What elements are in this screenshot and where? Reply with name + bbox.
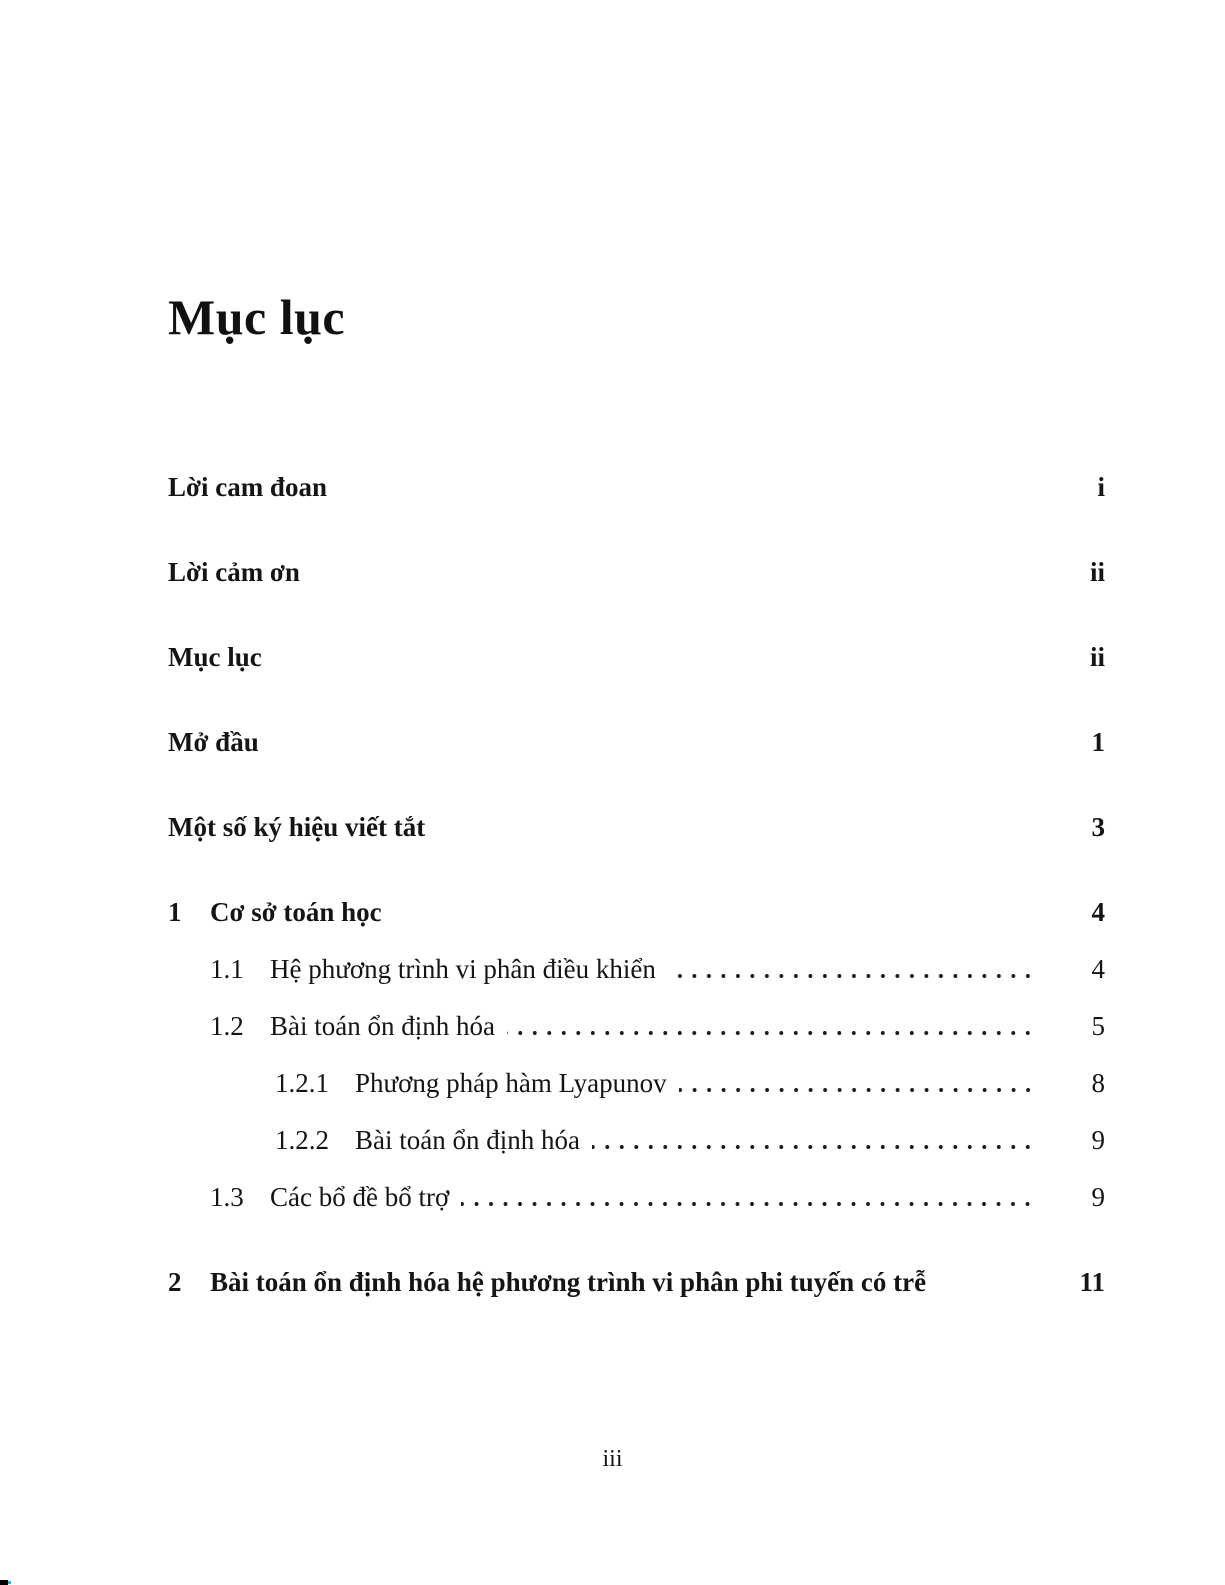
toc-entry — [210, 1182, 1105, 1212]
toc-entry — [168, 557, 1105, 587]
toc-entry — [275, 1068, 1105, 1098]
toc-entry-label: Các bổ đề bổ trợ — [270, 1182, 450, 1212]
toc-entry-page: 1 — [1091, 727, 1105, 757]
toc-entry-number: 1.2.1 — [275, 1068, 329, 1098]
toc-entry — [168, 472, 1105, 502]
scan-artifact-mark — [0, 1580, 8, 1585]
toc-content — [168, 288, 1105, 1310]
dot-leader — [592, 1144, 1035, 1150]
toc-entry-label: Bài toán ổn định hóa — [270, 1011, 495, 1041]
toc-entry-page: 11 — [1079, 1267, 1105, 1297]
dot-leader — [668, 973, 1035, 979]
toc-entry-page: 9 — [1091, 1182, 1105, 1212]
toc-entry — [168, 897, 1105, 927]
toc-entry-page: 4 — [1091, 954, 1105, 984]
toc-entry-label: Lời cảm ơn — [168, 557, 300, 587]
toc-entry-label: Hệ phương trình vi phân điều khiển — [270, 954, 656, 984]
toc-entry-page: 8 — [1091, 1068, 1105, 1098]
footer-page-number: iii — [602, 1446, 623, 1472]
toc-entry-number: 1.3 — [210, 1182, 244, 1212]
toc-entry-page: 3 — [1091, 812, 1105, 842]
toc-entry-label: Cơ sở toán học — [210, 897, 382, 927]
toc-entry — [210, 954, 1105, 984]
toc-entry-label: Mục lục — [168, 642, 262, 672]
toc-entry-number: 1.2 — [210, 1011, 244, 1041]
toc-entry-list — [168, 472, 1105, 1310]
toc-entry — [210, 1011, 1105, 1041]
dot-leader — [461, 1201, 1035, 1207]
toc-entry-number: 2 — [168, 1267, 182, 1297]
page-title: Mục lục — [168, 289, 346, 345]
dot-leader — [507, 1030, 1035, 1036]
toc-entry-page: 9 — [1091, 1125, 1105, 1155]
toc-entry-page: i — [1097, 472, 1105, 502]
toc-entry-label: Một số ký hiệu viết tắt — [168, 812, 426, 842]
toc-entry-number: 1.2.2 — [275, 1125, 329, 1155]
toc-entry — [168, 812, 1105, 842]
toc-entry — [275, 1125, 1105, 1155]
toc-entry-page: ii — [1089, 557, 1105, 587]
toc-entry-page: ii — [1089, 642, 1105, 672]
dot-leader — [679, 1087, 1035, 1093]
toc-entry — [168, 727, 1105, 757]
scan-artifact-mark-cyan — [8, 1581, 11, 1584]
toc-entry — [168, 642, 1105, 672]
toc-entry-page: 4 — [1091, 897, 1105, 927]
toc-entry-label: Bài toán ổn định hóa — [355, 1125, 580, 1155]
toc-entry-label: Mở đầu — [168, 727, 259, 757]
toc-entry-label: Phương pháp hàm Lyapunov — [355, 1068, 667, 1098]
toc-entry-page: 5 — [1091, 1011, 1105, 1041]
toc-entry-label: Bài toán ổn định hóa hệ phương trình vi phân phi tuyến có trễ — [210, 1267, 927, 1297]
toc-entry-number: 1.1 — [210, 954, 244, 984]
toc-entry-number: 1 — [168, 897, 182, 927]
toc-entry-label: Lời cam đoan — [168, 472, 327, 502]
toc-entry — [168, 1254, 1105, 1310]
